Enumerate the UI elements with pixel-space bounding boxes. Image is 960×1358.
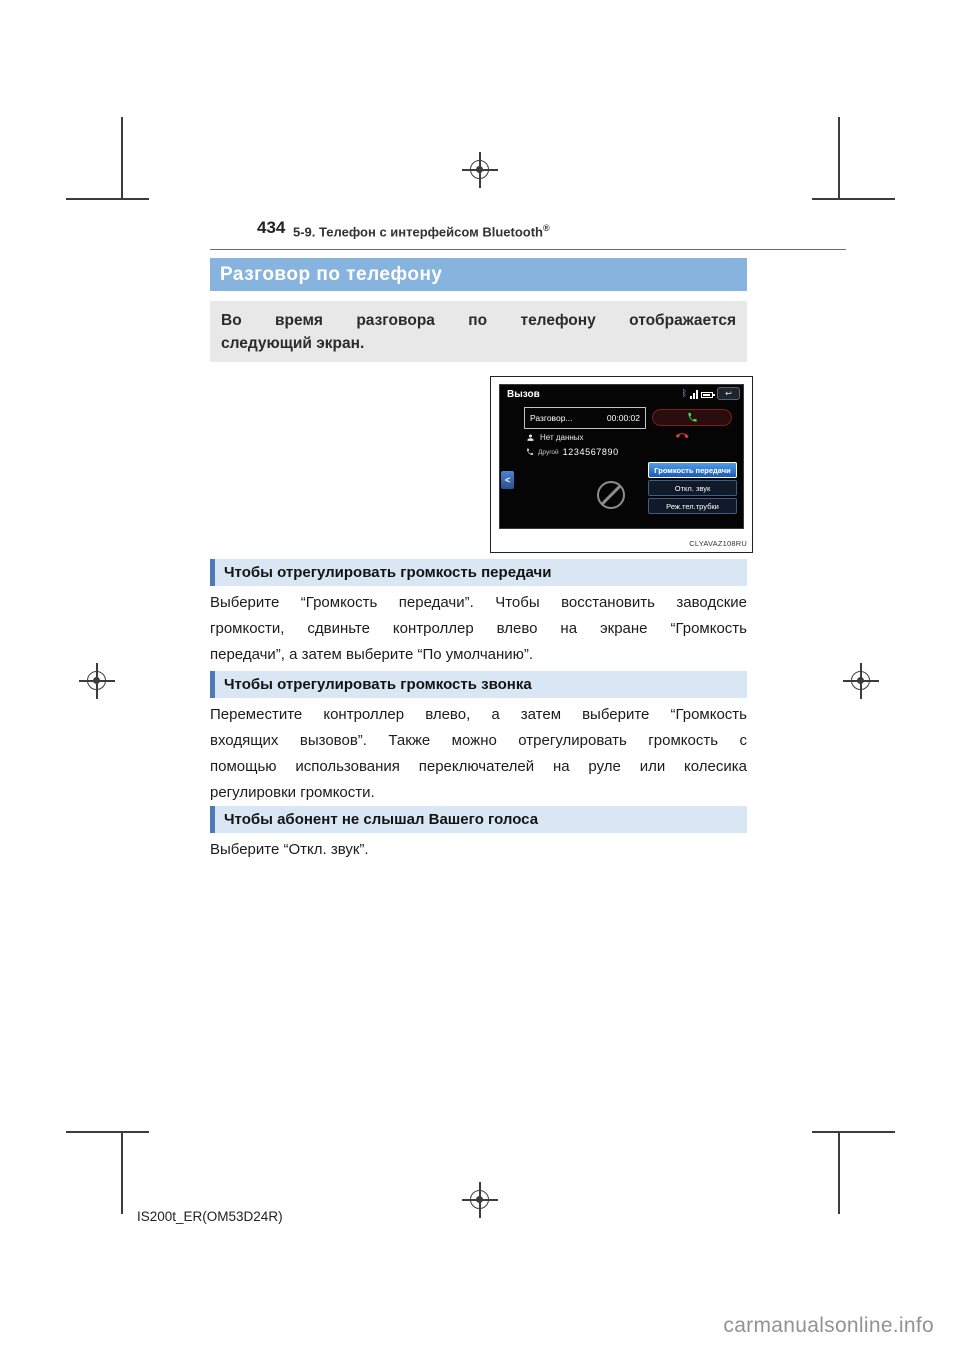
section-body — [210, 837, 747, 863]
section-heading-text: Чтобы отрегулировать громкость передачи — [224, 564, 552, 581]
call-status-box — [524, 407, 646, 429]
phone-icon — [526, 448, 534, 456]
prohibition-icon — [597, 481, 625, 509]
body-line: Переместите контроллер влево, а затем выберите “Громкость — [210, 706, 747, 723]
registration-mark — [462, 1182, 498, 1218]
body-line: передачи”, а затем выберите “По умолчанию”. — [210, 646, 534, 663]
crop-mark — [66, 198, 149, 200]
person-icon — [526, 433, 535, 442]
battery-icon — [701, 392, 713, 398]
menu-button-handset-mode: Реж.тел.трубки — [648, 498, 737, 514]
number-row — [526, 447, 619, 457]
figure-caption: CLYAVAZ108RU — [689, 539, 747, 548]
crop-mark — [812, 1131, 895, 1133]
heading-accent-bar — [210, 671, 215, 698]
device-screenshot — [490, 376, 753, 553]
active-call-indicator — [652, 409, 732, 426]
crop-mark — [121, 1131, 123, 1214]
intro-box — [210, 301, 747, 362]
body-line: регулировки громкости. — [210, 784, 375, 801]
return-button: ↩ — [717, 387, 740, 400]
body-line: Выберите “Громкость передачи”. Чтобы восстановить заводские — [210, 594, 747, 611]
section-heading-text: Чтобы отрегулировать громкость звонка — [224, 676, 532, 693]
menu-button-transmit-volume: Громкость передачи — [648, 462, 737, 478]
section-heading — [210, 806, 747, 833]
crop-mark — [838, 1131, 840, 1214]
crop-mark — [66, 1131, 149, 1133]
section-heading — [210, 671, 747, 698]
phone-number: 1234567890 — [562, 447, 619, 457]
call-duration: 00:00:02 — [606, 413, 640, 423]
section-body — [210, 590, 747, 668]
number-type-label: Другой — [538, 448, 559, 456]
screen-title: Вызов — [507, 389, 540, 400]
heading-accent-bar — [210, 559, 215, 586]
registration-mark — [462, 152, 498, 188]
intro-line: Во время разговора по телефону отображается — [221, 312, 736, 329]
heading-accent-bar — [210, 806, 215, 833]
registration-mark — [843, 663, 879, 699]
watermark: carmanualsonline.info — [723, 1314, 934, 1337]
body-line: Выберите “Откл. звук”. — [210, 841, 369, 858]
body-line: помощью использования переключателей на руле или колесика — [210, 758, 747, 775]
menu-button-mute: Откл. звук — [648, 480, 737, 496]
signal-icon — [690, 390, 698, 399]
section-body — [210, 702, 747, 806]
chapter-header-text: 5-9. Телефон с интерфейсом Bluetooth — [293, 224, 543, 240]
back-button: < — [501, 471, 514, 489]
article-title: Разговор по телефону — [210, 258, 747, 291]
call-status-text: Разговор... — [530, 413, 573, 423]
registration-mark — [79, 663, 115, 699]
contact-label: Нет данных — [540, 433, 584, 442]
document-code: IS200t_ER(OM53D24R) — [137, 1209, 283, 1224]
status-icons — [682, 388, 713, 399]
body-line: входящих вызовов”. Также можно отрегулировать громкость с — [210, 732, 747, 749]
page-number: 434 — [257, 218, 286, 237]
section-heading-text: Чтобы абонент не слышал Вашего голоса — [224, 811, 539, 828]
hangup-icon — [674, 428, 691, 445]
section-heading — [210, 559, 747, 586]
crop-mark — [838, 117, 840, 200]
crop-mark — [121, 117, 123, 200]
chapter-header — [293, 223, 550, 239]
intro-line: следующий экран. — [221, 335, 365, 352]
header-rule — [210, 249, 846, 250]
crop-mark — [812, 198, 895, 200]
registered-trademark-symbol: ® — [543, 223, 550, 233]
infotainment-screen — [499, 384, 744, 529]
bluetooth-icon: ᛒ — [681, 388, 687, 398]
contact-row — [526, 433, 584, 442]
body-line: громкости, сдвиньте контроллер влево на экране “Громкость — [210, 620, 747, 637]
call-handset-icon — [687, 412, 698, 423]
